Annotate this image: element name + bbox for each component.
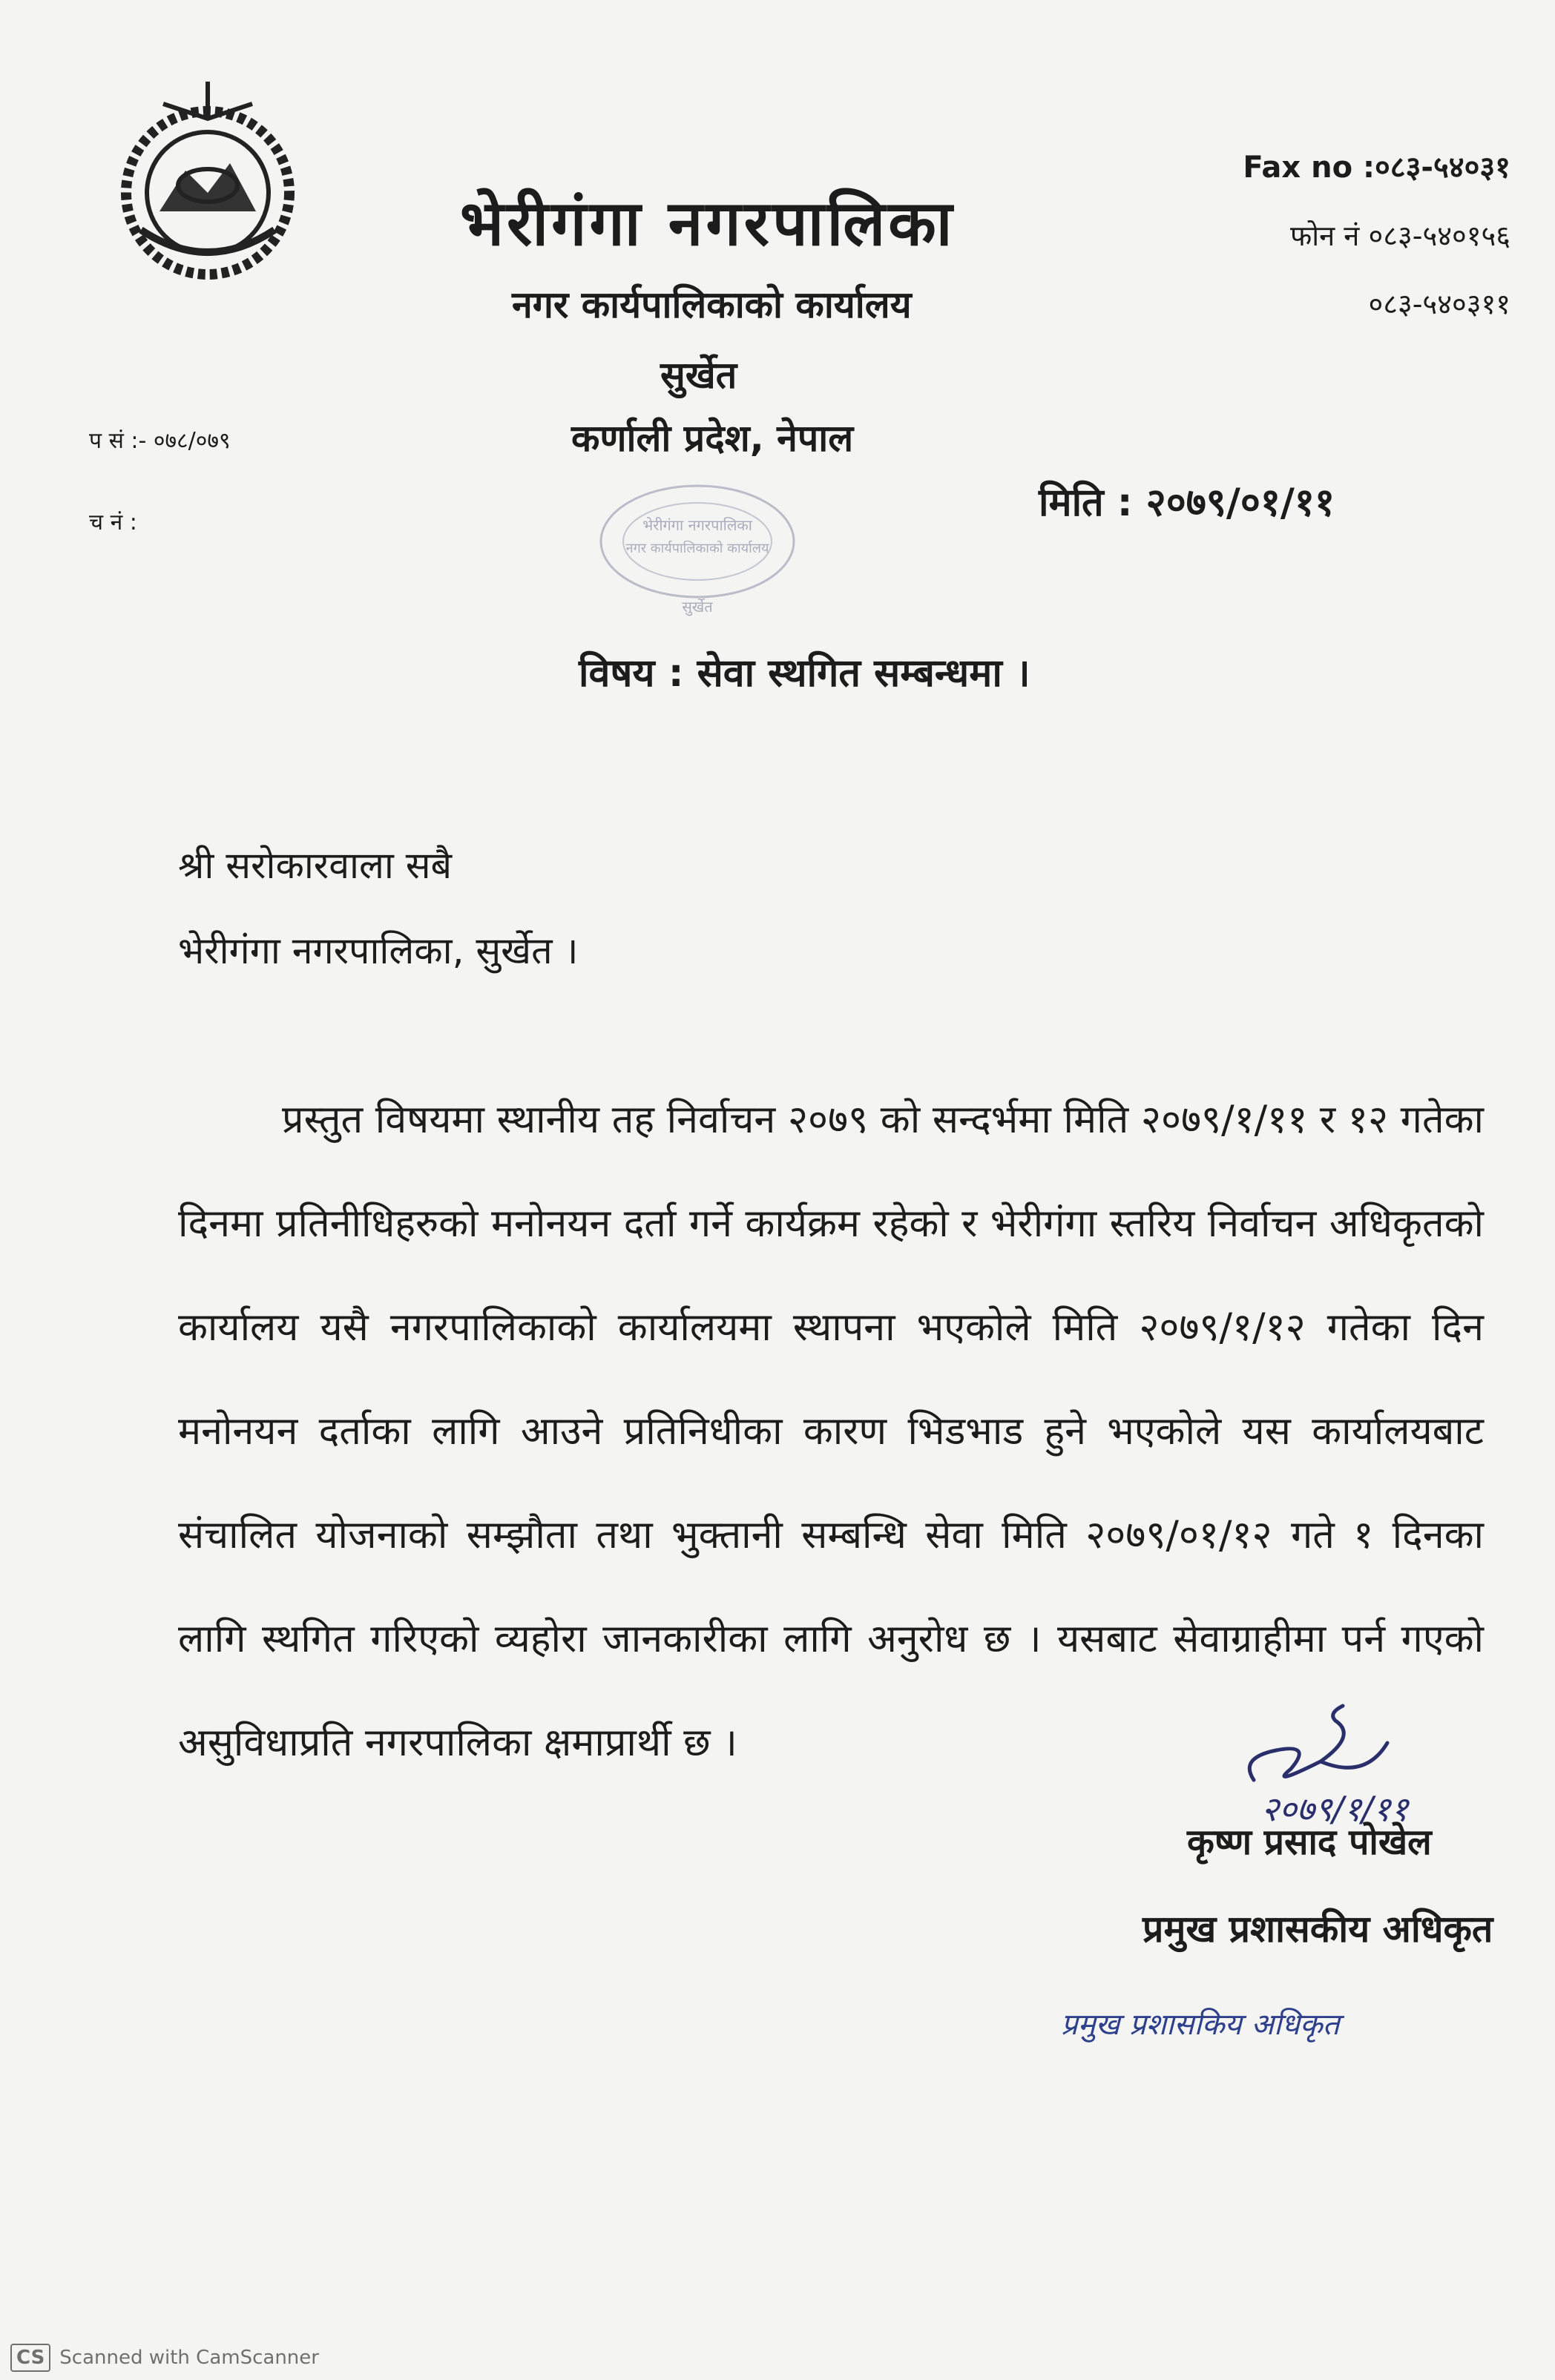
fax-number: Fax no :०८३-५४०३१ [1243,151,1510,185]
office-stamp-icon [586,475,809,623]
municipality-emblem-icon [96,74,319,297]
official-seal-text: प्रमुख प्रशासकिय अधिकृत [1061,2008,1340,2042]
stamp-line-3: सुर्खेत [682,598,713,616]
organization-name: भेरीगंगा नगरपालिका [460,187,956,260]
city-name: सुर्खेत [660,354,737,397]
signer-name: कृष्ण प्रसाद पोखेल [1187,1822,1432,1863]
phone-number: फोन नं ०८३-५४०१५६ [1289,220,1510,252]
dispatch-number: च नं : [89,510,137,535]
province-name: कर्णाली प्रदेश, नेपाल [571,417,854,460]
camscanner-logo-icon: CS [10,2344,50,2372]
recipient-block [178,823,578,994]
letter-date: मिति : २०७९/०१/११ [1039,481,1335,525]
letter-number: प सं :- ०७८/०७९ [89,428,231,454]
signer-title: प्रमुख प्रशासकीय अधिकृत [1143,1908,1493,1951]
stamp-line-1: भेरीगंगा नगरपालिका [642,516,752,534]
subject-line: विषय : सेवा स्थगित सम्बन्धमा । [579,651,1030,696]
handwritten-signature [1209,1691,1506,1832]
stamp-line-2: नगर कार्यपालिकाको कार्यालय [625,541,769,556]
signature-date: २०७९/१/११ [1261,1789,1409,1829]
recipient-line-1: श्री सरोकारवाला सबै [178,844,453,887]
letter-body: प्रस्तुत विषयमा स्थानीय तह निर्वाचन २०७९ को सन्दर्भमा मिति २०७९/१/११ र १२ गतेका दिनमा प्रतिनीधिहरुको मनोनयन दर्ता गर्ने कार्यक्रम रहेको र भेरीगंगा स्तरिय निर्वाचन अधिकृतको कार्यालय यसै नगरपालिकाको कार्यालयमा स्थापना भएकोले मिति २०७९/१/१२ गतेका दिन मनोनयन दर्ताका लागि आउने प्रतिनिधीका कारण भिडभाड हुने भएकोले यस कार्यालयबाट संचालित योजनाको सम्झौता तथा भुक्तानी सम्बन्धि सेवा मिति २०७९/०१/१२ गते १ दिनका लागि स्थगित गरिएको व्यहोरा जानकारीका लागि अनुरोध छ । यसबाट सेवाग्राहीमा पर्न गएको असुविधाप्रति नगरपालिका क्षमाप्रार्थी छ । [178,1098,1484,1765]
reference-block [89,400,231,564]
recipient-line-2: भेरीगंगा नगरपालिका, सुर्खेत । [178,929,579,972]
contact-block [1125,133,1510,338]
scanner-watermark-text: Scanned with CamScanner [59,2347,319,2369]
scanner-watermark [10,2344,319,2372]
phone-number-2: ०८३-५४०३११ [1368,288,1510,320]
office-name: नगर कार्यपालिकाको कार्यालय [512,283,912,326]
